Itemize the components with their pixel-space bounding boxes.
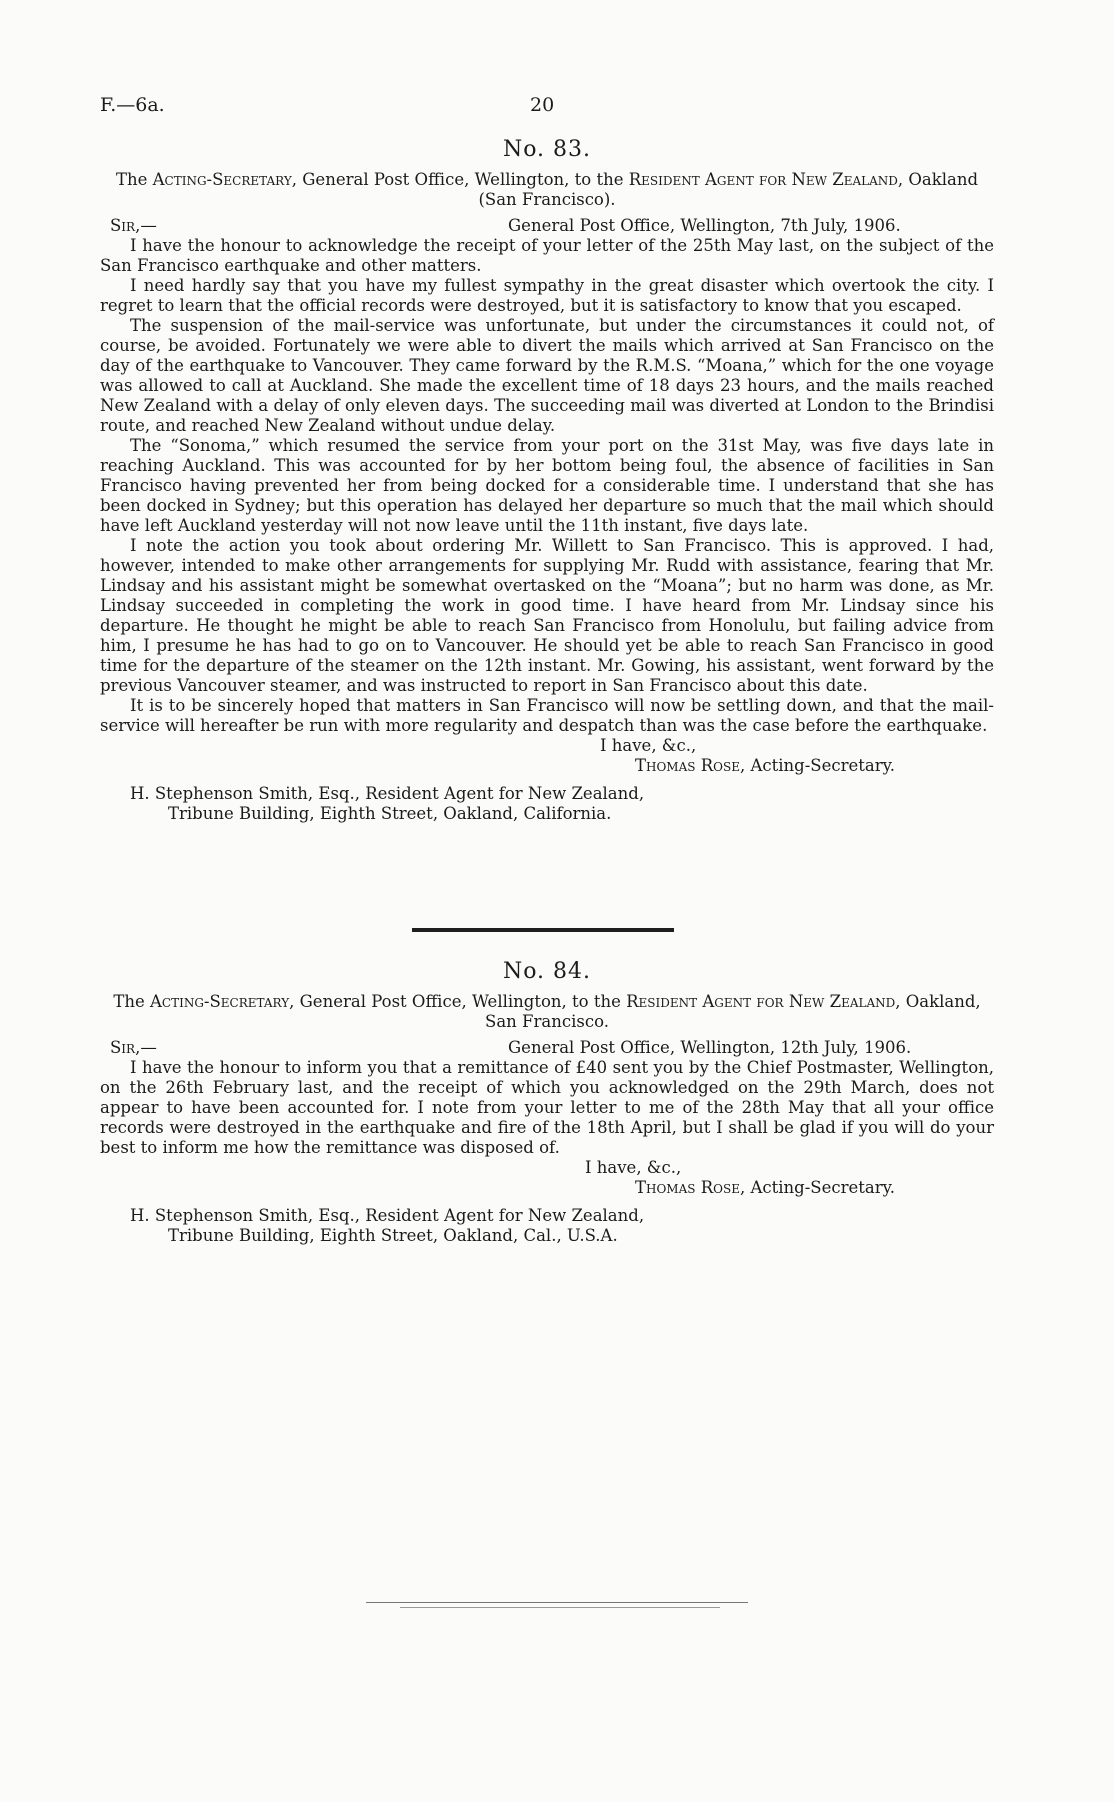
addressee-block: [100, 784, 994, 824]
body-paragraph: I note the action you took about ordering Mr. Willett to San Francisco. This is approved. I had, however, intended to make other arrangements for supplying Mr. Rudd with assistance, fearing that Mr. Lindsay and his assistant might be somewhat overtasked on the “Moana”; but no harm was done, as Mr. Lindsay succeeded in completing the work in good time. I have heard from Mr. Lindsay since his departure. He thought he might be able to reach San Francisco from Honolulu, but failing advice from him, I presume he has had to go on to Vancouver. He should yet be able to reach San Francisco in good time for the departure of the steamer on the 12th instant. Mr. Gowing, his assistant, went forward by the previous Vancouver steamer, and was instructed to report in San Francisco about this date.: [100, 536, 994, 695]
page-header: [100, 94, 1000, 124]
signer-title: , Acting-Secretary.: [739, 756, 895, 775]
closing-block: [100, 1158, 994, 1198]
letter-83: [100, 137, 994, 824]
signer-name: Thomas Rose: [635, 756, 740, 775]
addressee-line: Tribune Building, Eighth Street, Oakland, Cal., U.S.A.: [168, 1226, 618, 1245]
body-paragraph: The “Sonoma,” which resumed the service from your port on the 31st May, was five days late in reaching Auckland. This was accounted for by her bottom being foul, the absence of facilities in San Francisco having prevented her from being docked for a considerable time. I understand that she has been docked in Sydney; but this operation has delayed her departure so much that the mail which should have left Auckland yesterday will not now leave until the 11th instant, five days late.: [100, 436, 994, 535]
letter-84: [100, 959, 994, 1246]
paper-reference: F.—6a.: [100, 94, 165, 116]
closing-phrase: I have, &c.,: [600, 736, 697, 755]
end-rule: [400, 1607, 720, 1608]
recipient-title: Resident Agent for New Zealand: [628, 170, 898, 189]
routing-line: The Acting-Secretary, General Post Office, Wellington, to the Resident Agent for New Zealand, Oakland, San Francisco.: [113, 992, 981, 1031]
addressee-line: H. Stephenson Smith, Esq., Resident Agent for New Zealand,: [130, 1206, 645, 1225]
body-paragraph: It is to be sincerely hoped that matters in San Francisco will now be settling down, and that the mail-service will hereafter be run with more regularity and despatch than was the case before the earthquake.: [100, 696, 994, 735]
dateline: General Post Office, Wellington, 7th July, 1906.: [508, 216, 901, 235]
letter-heading: No. 83.: [502, 137, 592, 162]
signer-name: Thomas Rose: [635, 1178, 740, 1197]
closing-block: [100, 736, 994, 776]
body-paragraph: I need hardly say that you have my fullest sympathy in the great disaster which overtook the city. I regret to learn that the official records were destroyed, but it is satisfactory to know that you escaped.: [100, 276, 994, 315]
recipient-title: Resident Agent for New Zealand: [626, 992, 896, 1011]
signer-title: , Acting-Secretary.: [739, 1178, 895, 1197]
body-paragraph: I have the honour to acknowledge the receipt of your letter of the 25th May last, on the subject of the San Francisco earthquake and other matters.: [100, 236, 994, 275]
letter-heading: No. 84.: [502, 959, 592, 984]
end-rule: [366, 1602, 748, 1603]
salutation-row: [100, 1038, 994, 1058]
sender-title: Acting-Secretary: [149, 992, 290, 1011]
page-number: 20: [530, 94, 555, 116]
salutation: Sir,—: [110, 1038, 157, 1057]
signature: [100, 756, 994, 776]
routing-line: The Acting-Secretary, General Post Office, Wellington, to the Resident Agent for New Zealand, Oakland (San Francisco).: [115, 170, 979, 209]
section-divider: [412, 928, 674, 932]
dateline: General Post Office, Wellington, 12th July, 1906.: [508, 1038, 912, 1057]
addressee-line: H. Stephenson Smith, Esq., Resident Agent for New Zealand,: [130, 784, 645, 803]
body-paragraph: The suspension of the mail-service was unfortunate, but under the circumstances it could not, of course, be avoided. Fortunately we were able to divert the mails which arrived at San Francisco on the day of the earthquake to Vancouver. They came forward by the R.M.S. “Moana,” which for the one voyage was allowed to call at Auckland. She made the excellent time of 18 days 23 hours, and the mails reached New Zealand with a delay of only eleven days. The succeeding mail was diverted at London to the Brindisi route, and reached New Zealand without undue delay.: [100, 316, 994, 435]
salutation-row: [100, 216, 994, 236]
signature: [100, 1178, 994, 1198]
addressee-line: Tribune Building, Eighth Street, Oakland, California.: [168, 804, 612, 823]
addressee-block: [100, 1206, 994, 1246]
body-paragraph: I have the honour to inform you that a remittance of £40 sent you by the Chief Postmaster, Wellington, on the 26th February last, and the receipt of which you acknowledged on the 29th March, does not appear to have been accounted for. I note from your letter to me of the 28th May that all your office records were destroyed in the earthquake and fire of the 18th April, but I shall be glad if you will do your best to inform me how the remittance was disposed of.: [100, 1058, 994, 1157]
salutation: Sir,—: [110, 216, 157, 235]
sender-title: Acting-Secretary: [152, 170, 292, 189]
closing-phrase: I have, &c.,: [585, 1158, 682, 1177]
